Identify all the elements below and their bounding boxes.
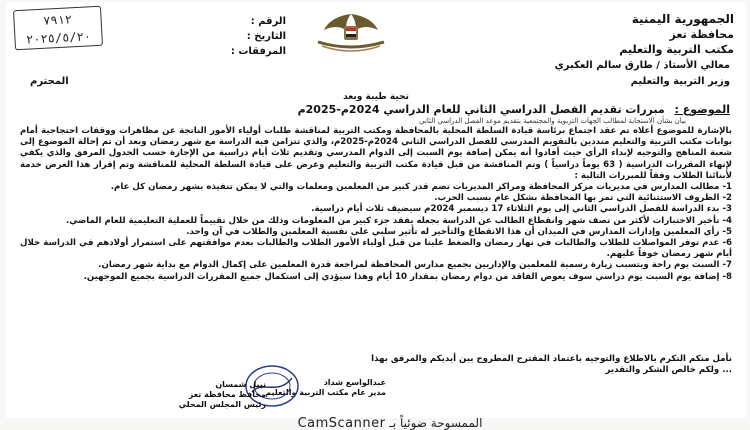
director-title: مدير عام مكتب التربية والتعليم (265, 388, 386, 397)
issuer-header (534, 12, 734, 57)
list-item: 8- إضافة يوم السبت يوم دراسي سوف يعوض الفاقد من دوام رمضان بمقدار 10 أيام وهذا سيؤدي إلى استكمال جميع المقررات الدراسية بجميع الموجهين. (83, 271, 732, 282)
signature-governor (46, 380, 266, 410)
reference-fields (166, 14, 286, 59)
reference-stamp (13, 6, 103, 51)
closing-line-2: ... ولكم خالص الشكر والتقدير (605, 365, 732, 375)
closing-paragraph (20, 354, 732, 376)
governorate-name: محافظة تعز (669, 28, 734, 41)
letter-sheet (6, 2, 746, 418)
scanner-text: الممسوحة ضوئياً بـ (389, 416, 483, 430)
greeting: تحية طيبة وبعد (343, 92, 409, 102)
addressee-title: وزير التربية والتعليم (630, 76, 730, 87)
subject-text: مبررات تقديم الفصل الدراسي الثاني للعام الدراسي 2024م-2025م (297, 103, 665, 116)
closing-line-1: نأمل منكم التكرم بالاطلاع والتوجيه باعتماد المقترح المطروح بين أيديكم والمرفق بهذا (371, 354, 732, 364)
justification-list (20, 182, 732, 283)
attachments-label: المرفقات : (230, 46, 286, 57)
intro-paragraph: بالإشارة للموضوع أعلاه تم عقد اجتماع برئاسة قيادة السلطة المحلية بالمحافظة ومكتب التربية لمناقشة طلبات أولياء الأمور الناتجة عن مظاهرات ووقفات احتجاجية أمام بوابات مكتب التربية والتعليم منددين بالتقويم المدرسي للفصل الدراسي الثاني 2024م-2025م، والذي تتزامن فيه الدراسة مع شهر رمضان وبعد أن تم إحالة الموضوع إلى شعبة المناهج والتوجيه لإبداء الرأي حيث أفادوا أنه يمكن إضافة يوم السبت إلى الدوام المدرسي وتقديم ثلاث أيام دراسية من الإجازة حسب الجدول المرفق والذي يكفي لإنهاء المقررات الدراسية ( 63 يوماً دراسياً ) وتم المناقشة من قبل قيادة مكتب التربية والتعليم وعرض على قيادة السلطة المحلية للمناقشة وتم إقرار هذا العرض خدمة لأبنائنا الطلاب وفقاً للمبررات التالية : (20, 126, 732, 181)
addressee-honorific: المحترم (30, 76, 69, 87)
handwritten-subline: بيان بشأن الاستجابة لمطالب الجهات التربوية والمجتمعية بتقديم موعد الفصل الدراسي الثاني (419, 117, 686, 125)
stamp-ref-number: ٧٩١٢ (42, 12, 73, 28)
list-item: 7- السبت يوم راحة ويتسبب زيارة رسمية للمعلمين والإداريين بجميع مدارس المحافظة لمراجعة قدرة المعلمين على إكمال الدوام مع بداية شهر رمضان. (98, 260, 732, 271)
governor-council-title: رئيس المجلس المحلي (178, 400, 266, 409)
yemen-emblem-icon (306, 8, 396, 54)
country-name: الجمهورية اليمنية (631, 12, 734, 26)
addressee-line: معالي الأستاذ / طارق سالم العكبري (554, 60, 730, 71)
addressee-title-row (30, 76, 730, 87)
stamp-date: ٢٠٢٥/٥/٢٠ (25, 29, 92, 47)
list-item: 5- رأي المعلمين وإدارات المدارس في الميدان أن هذا الانقطاع والتأخير له تأثير سلبي على نفسية المعلمين والطلاب في آن واحد. (186, 226, 732, 237)
list-item: 6- عدم توفر المواصلات للطلاب والطالبات في نهار رمضان والضغط علينا من قبل أولياء الأمور الطلاب والطالبات بعدم موافقتهم على استمرار أولادهم في الدراسة خلال أيام شهر رمضان خوفاً عليهم. (20, 238, 732, 260)
date-label: التاريخ : (246, 31, 286, 42)
list-item: 3- بدء الدراسة للفصل الدراسي الثاني إلى يوم الثلاثاء 17 ديسمبر 2024م سيضيف ثلاث أيام دراسية. (311, 204, 732, 215)
subject-label: الموضوع : (674, 103, 730, 116)
subject-line (30, 103, 730, 116)
list-item: 4- تأخير الاختبارات لأكثر من نصف شهر وانقطاع الطالب عن الدراسة بجعله يفقد جزء كبير من المعلومات وذلك من خلال تقييماً للعملية التعليمية للعام الماضي. (66, 215, 732, 226)
list-item: 1- مطالب المدارس في مديريات مركز المحافظة ومراكز المديريات تضم قدر كبير من المعلمين ومعلمات والتي لا يمكن تنفيذه بشهر رمضان كل عام. (110, 182, 732, 193)
ref-number-label: الرقم : (250, 16, 286, 27)
director-name: عبدالواسع شداد (323, 378, 386, 387)
scanner-brand: CamScanner (297, 416, 386, 430)
governor-title: محافظ محافظة تعز (188, 390, 266, 399)
scanner-watermark (70, 416, 710, 430)
governor-name: نبيل شمسان (215, 380, 266, 389)
letter-body (20, 126, 732, 283)
office-name: مكتب التربية والتعليم (619, 43, 734, 56)
list-item: 2- الظروف الاستثنائية التي تمر بها المحافظة بشكل عام بسبب الحرب. (434, 193, 732, 204)
